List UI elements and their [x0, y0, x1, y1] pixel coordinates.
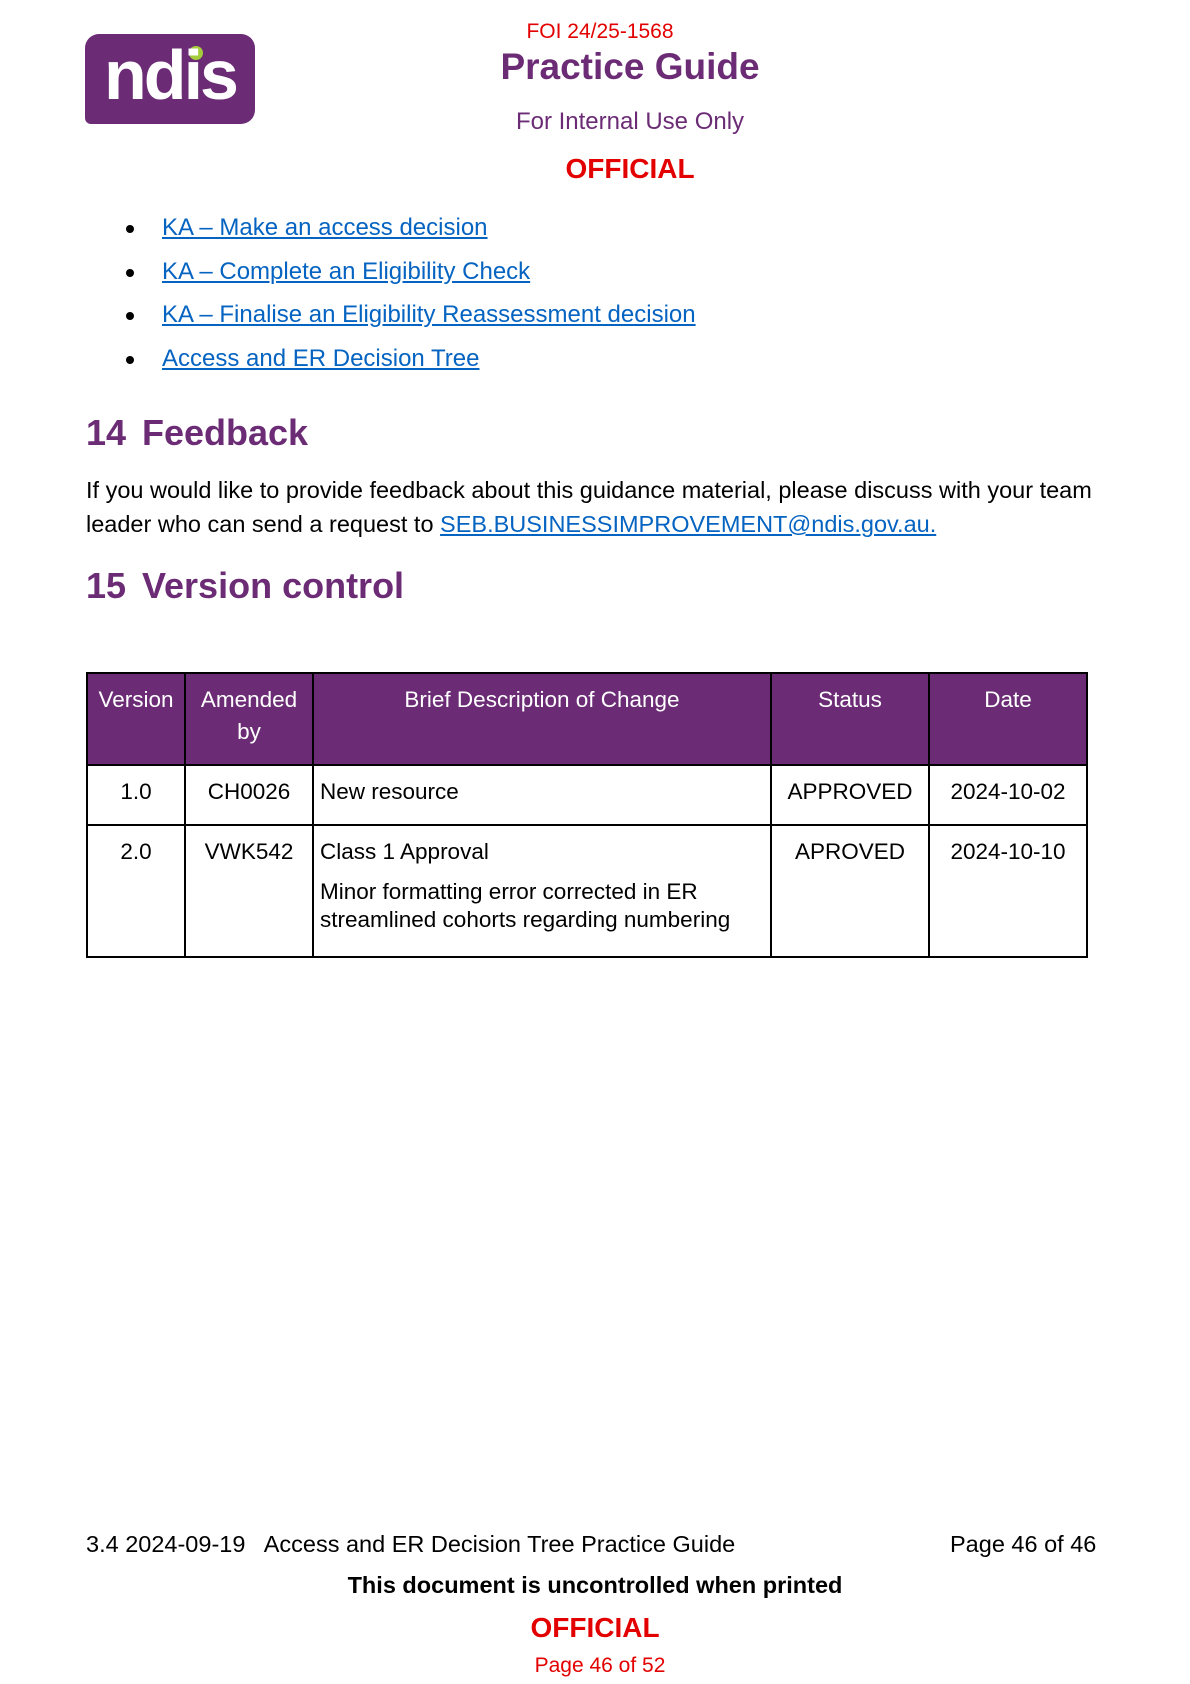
column-header: Amended by	[185, 673, 313, 765]
description-line: Class 1 Approval	[320, 839, 489, 864]
logo-text: ndis	[104, 36, 236, 114]
feedback-email-link[interactable]: SEB.BUSINESSIMPROVEMENT@ndis.gov.au.	[440, 511, 937, 537]
section-heading-feedback	[86, 412, 308, 454]
cell-version: 2.0	[87, 825, 185, 957]
footer-uncontrolled-notice: This document is uncontrolled when printed	[347, 1572, 843, 1598]
cell-version: 1.0	[87, 765, 185, 825]
version-control-table	[86, 672, 1088, 958]
cell-amended-by: CH0026	[185, 765, 313, 825]
footer-foi-page: Page 46 of 52	[534, 1654, 666, 1677]
footer-classification: OFFICIAL	[530, 1612, 660, 1643]
bullet-icon	[126, 269, 134, 277]
footer-doc-info-text: 3.4 2024-09-19 Access and ER Decision Tree Practice Guide	[86, 1531, 736, 1557]
section-number: 15	[86, 565, 127, 606]
section-heading-version-control	[86, 565, 404, 607]
column-header: Version	[87, 673, 185, 765]
cell-date: 2024-10-10	[929, 825, 1087, 957]
section-title: Feedback	[142, 412, 309, 453]
table-row	[87, 765, 1087, 825]
feedback-paragraph	[86, 473, 1096, 541]
feedback-text: If you would like to provide feedback about this guidance material, please discuss with your team leader who can send a request to	[86, 477, 1092, 537]
footer-page-number: Page 46 of 46	[950, 1531, 1097, 1557]
column-header: Date	[929, 673, 1087, 765]
link-make-access-decision[interactable]: KA – Make an access decision	[162, 214, 488, 241]
page-title: Practice Guide	[500, 46, 760, 87]
table-header-row	[87, 673, 1087, 765]
cell-description	[313, 825, 771, 957]
page-subtitle: For Internal Use Only	[515, 108, 745, 135]
section-number: 14	[86, 412, 127, 453]
footer-doc-info	[86, 1531, 735, 1558]
cell-status: APPROVED	[771, 765, 929, 825]
link-complete-eligibility-check[interactable]: KA – Complete an Eligibility Check	[162, 257, 531, 285]
cell-status: APROVED	[771, 825, 929, 957]
cell-amended-by: VWK542	[185, 825, 313, 957]
link-finalise-er-decision[interactable]: KA – Finalise an Eligibility Reassessment decision	[162, 301, 696, 328]
cell-description	[313, 765, 771, 825]
table-row	[87, 825, 1087, 957]
bullet-icon	[126, 225, 134, 233]
link-decision-tree[interactable]: Access and ER Decision Tree	[162, 344, 480, 372]
column-header: Brief Description of Change	[313, 673, 771, 765]
bullet-icon	[126, 312, 134, 320]
description-line: New resource	[320, 779, 459, 804]
section-title: Version control	[142, 565, 405, 606]
classification-label: OFFICIAL	[565, 153, 695, 184]
bullet-icon	[126, 356, 134, 364]
description-line: Minor formatting error corrected in ER streamlined cohorts regarding numbering	[320, 879, 731, 932]
cell-date: 2024-10-02	[929, 765, 1087, 825]
foi-reference: FOI 24/25-1568	[526, 20, 674, 43]
column-header: Status	[771, 673, 929, 765]
